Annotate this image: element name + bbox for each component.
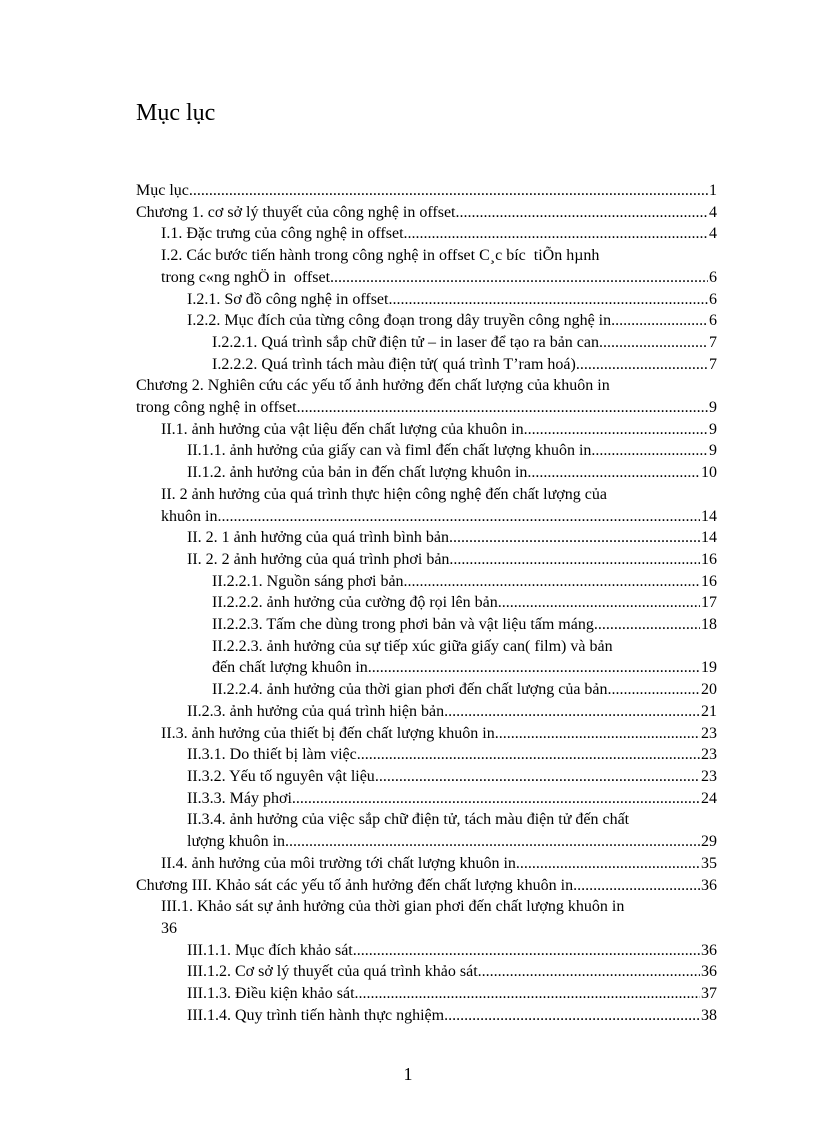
- toc-entry-text: III.1.2. Cơ sở lý thuyết của quá trình khảo sát: [187, 963, 478, 981]
- dot-leader: [478, 961, 700, 983]
- toc-page-number: 36: [701, 876, 717, 894]
- toc-entry-text: trong công nghệ in offset: [136, 399, 297, 417]
- dot-leader: [388, 289, 708, 311]
- dot-leader: [404, 223, 708, 245]
- dot-leader: [527, 462, 700, 484]
- toc-entry[interactable]: [136, 375, 717, 418]
- page-number: 1: [403, 1064, 413, 1084]
- toc-entry-text: II.3.1. Do thiết bị làm việc: [187, 746, 357, 764]
- toc-page-number: 9: [709, 399, 717, 417]
- toc-entry[interactable]: [136, 961, 717, 983]
- toc-entry-text: II.2.2.3. Tấm che dùng trong phơi bản và vật liệu tấm máng.: [212, 616, 598, 634]
- toc-page-number: 29: [701, 833, 717, 851]
- toc-entry[interactable]: [136, 766, 717, 788]
- toc-page-number: 4: [709, 225, 717, 243]
- dot-leader: [611, 310, 708, 332]
- toc-entry[interactable]: [136, 744, 717, 766]
- toc-entry[interactable]: [136, 940, 717, 962]
- toc-entry-text: II.3.3. Máy phơi: [187, 789, 292, 807]
- toc-entry[interactable]: [136, 809, 717, 852]
- toc-entry[interactable]: [136, 202, 717, 224]
- toc-entry[interactable]: [136, 332, 717, 354]
- dot-leader: [598, 614, 700, 636]
- toc-entry-text: I.2.2.2. Quá trình tách màu điện tử( quá trình T’ram hoá): [212, 355, 576, 373]
- toc-entry[interactable]: [136, 180, 717, 202]
- toc-page-number: 10: [701, 464, 717, 482]
- toc-entry-text: II. 2. 2 ảnh hưởng của quá trình phơi bản: [187, 550, 450, 568]
- dot-leader: [375, 766, 700, 788]
- toc-page-number: 6: [709, 268, 717, 286]
- toc-entry[interactable]: [136, 527, 717, 549]
- toc-page-number: 6: [709, 290, 717, 308]
- toc-entry[interactable]: [136, 636, 717, 679]
- toc-entry-text: I.1. Đặc trưng của công nghệ in offset: [161, 225, 404, 243]
- toc-entry-text: Chương III. Khảo sát các yếu tố ảnh hưởng đến chất lượng khuôn in: [136, 876, 574, 894]
- toc-entry[interactable]: [136, 723, 717, 745]
- toc-entry-text: III.1.1. Mục đích khảo sát: [187, 941, 353, 959]
- toc-entry[interactable]: [136, 223, 717, 245]
- dot-leader: [353, 940, 700, 962]
- dot-leader: [189, 180, 708, 202]
- dot-leader: [516, 853, 700, 875]
- toc-entry[interactable]: [136, 245, 717, 288]
- dot-leader: [498, 592, 700, 614]
- toc-entry-text: lượng khuôn in: [187, 833, 286, 851]
- toc-page-number: 7: [709, 333, 717, 351]
- toc-entry[interactable]: [136, 896, 717, 939]
- toc-page-number: 17: [701, 594, 717, 612]
- toc-entry-text: đến chất lượng khuôn in.: [212, 659, 372, 677]
- toc-entry[interactable]: [136, 788, 717, 810]
- toc-page-number: 9: [709, 442, 717, 460]
- toc-entry[interactable]: [136, 983, 717, 1005]
- toc-entry-text: I.2.1. Sơ đồ công nghệ in offset: [187, 290, 389, 308]
- toc-entry[interactable]: [136, 571, 717, 593]
- toc-entry-text: II.1.1. ảnh hưởng của giấy can và fiml đến chất lượng khuôn in: [187, 442, 592, 460]
- toc-page-number: 16: [701, 572, 717, 590]
- dot-leader: [576, 354, 708, 376]
- toc-entry-text: I.2.2. Mục đích của từng công đoạn trong dây truyền công nghệ in: [187, 312, 612, 330]
- toc-entry-text: II.3.2. Yếu tố nguyên vật liệu: [187, 767, 375, 785]
- toc-page-number: 23: [701, 746, 717, 764]
- toc-entry-text: III.1.4. Quy trình tiến hành thực nghiệm: [187, 1006, 445, 1024]
- toc-entry[interactable]: [136, 462, 717, 484]
- toc-entry-text: Mục lục: [136, 182, 189, 199]
- toc-page-number: 18: [701, 616, 717, 634]
- dot-leader: [372, 657, 700, 679]
- toc-page-number: 16: [701, 550, 717, 568]
- toc-entry-text: I.2. Các bước tiến hành trong công nghệ in offset C¸c bíc tiÕn hµnh: [161, 247, 600, 265]
- toc-entry[interactable]: [136, 310, 717, 332]
- toc-entry[interactable]: [136, 289, 717, 311]
- toc-entry[interactable]: [136, 875, 717, 897]
- toc-entry[interactable]: [136, 440, 717, 462]
- toc-entry-text: 36: [161, 919, 177, 937]
- dot-leader: [292, 788, 700, 810]
- toc-page-number: 20: [701, 681, 717, 699]
- toc-entry[interactable]: [136, 614, 717, 636]
- toc-entry-text: II.4. ảnh hưởng của môi trường tới chất lượng khuôn in: [161, 854, 516, 872]
- dot-leader: [330, 267, 708, 289]
- dot-leader: [357, 744, 700, 766]
- toc-entry-text: II.1.2. ảnh hưởng của bản in đến chất lượng khuôn in: [187, 464, 528, 482]
- toc-entry-text: khuôn in: [161, 507, 218, 525]
- dot-leader: [444, 701, 700, 723]
- dot-leader: [591, 440, 708, 462]
- toc-entry-text: II.2.2.3. ảnh hưởng của sự tiếp xúc giữa giấy can( film) và bản: [212, 637, 613, 655]
- dot-leader: [449, 549, 700, 571]
- toc-entry-text: II.2.3. ảnh hưởng của quá trình hiện bản: [187, 702, 445, 720]
- dot-leader: [599, 332, 708, 354]
- toc-entry-text: Chương 2. Nghiên cứu các yếu tố ảnh hưởng đến chất lượng của khuôn in: [136, 377, 610, 395]
- toc-entry[interactable]: [136, 419, 717, 441]
- toc-page-number: 21: [701, 702, 717, 720]
- toc-page-number: 19: [701, 659, 717, 677]
- toc-entry-text: II. 2 ảnh hưởng của quá trình thực hiện công nghệ đến chất lượng của: [161, 485, 607, 503]
- dot-leader: [285, 831, 700, 853]
- dot-leader: [217, 506, 700, 528]
- toc-page-number: 23: [701, 724, 717, 742]
- toc-page-number: 23: [701, 767, 717, 785]
- toc-entry-text: trong c«ng nghÖ in offset: [161, 268, 331, 286]
- toc-page-number: 38: [701, 1006, 717, 1024]
- toc-page-number: 24: [701, 789, 717, 807]
- dot-leader: [449, 527, 700, 549]
- toc-entry[interactable]: [136, 484, 717, 527]
- dot-leader: [297, 397, 708, 419]
- toc-entry-text: II.2.2.4. ảnh hưởng của thời gian phơi đến chất lượng của bản.: [212, 681, 612, 699]
- toc-entry-text: II.2.2.2. ảnh hưởng của cường độ rọi lên bản: [212, 594, 498, 612]
- toc-entry-text: Chương 1. cơ sở lý thuyết của công nghệ in offset: [136, 203, 456, 221]
- toc-page-number: 4: [709, 203, 717, 221]
- toc-entry-text: III.1.3. Điều kiện khảo sát: [187, 985, 355, 1003]
- toc-page-number: 37: [701, 985, 717, 1003]
- toc-entry-text: I.2.2.1. Quá trình sắp chữ điện tử – in laser để tạo ra bản can: [212, 333, 599, 351]
- table-of-contents: [136, 180, 717, 1026]
- toc-entry[interactable]: [136, 549, 717, 571]
- toc-entry[interactable]: [136, 853, 717, 875]
- toc-entry-text: III.1. Khảo sát sự ảnh hưởng của thời gian phơi đến chất lượng khuôn in: [161, 898, 625, 916]
- dot-leader: [524, 419, 708, 441]
- toc-entry[interactable]: [136, 592, 717, 614]
- toc-entry[interactable]: [136, 1005, 717, 1027]
- dot-leader: [444, 1005, 700, 1027]
- toc-page-number: 9: [709, 420, 717, 438]
- dot-leader: [355, 983, 700, 1005]
- dot-leader: [573, 875, 700, 897]
- toc-page-number: 35: [701, 854, 717, 872]
- toc-entry-text: II.3.4. ảnh hưởng của việc sắp chữ điện tử, tách màu điện tử đến chất: [187, 811, 630, 829]
- toc-page-number: 6: [709, 312, 717, 330]
- toc-page-number: 14: [701, 529, 717, 547]
- toc-page-number: 14: [701, 507, 717, 525]
- toc-entry-text: II.3. ảnh hưởng của thiết bị đến chất lượng khuôn in: [161, 724, 495, 742]
- toc-entry[interactable]: [136, 679, 717, 701]
- toc-page-number: 36: [701, 941, 717, 959]
- toc-page-number: 7: [709, 355, 717, 373]
- dot-leader: [495, 723, 700, 745]
- toc-entry-text: II.2.2.1. Nguồn sáng phơi bản: [212, 572, 404, 590]
- toc-entry[interactable]: [136, 701, 717, 723]
- toc-entry[interactable]: [136, 354, 717, 376]
- dot-leader: [404, 571, 700, 593]
- toc-page-number: 1: [709, 182, 717, 199]
- page-title: Mục lục: [136, 100, 216, 126]
- toc-entry-text: II. 2. 1 ảnh hưởng của quá trình bình bản: [187, 529, 449, 547]
- dot-leader: [455, 202, 708, 224]
- toc-page-number: 36: [701, 963, 717, 981]
- dot-leader: [612, 679, 700, 701]
- toc-entry-text: II.1. ảnh hưởng của vật liệu đến chất lượng của khuôn in: [161, 420, 524, 438]
